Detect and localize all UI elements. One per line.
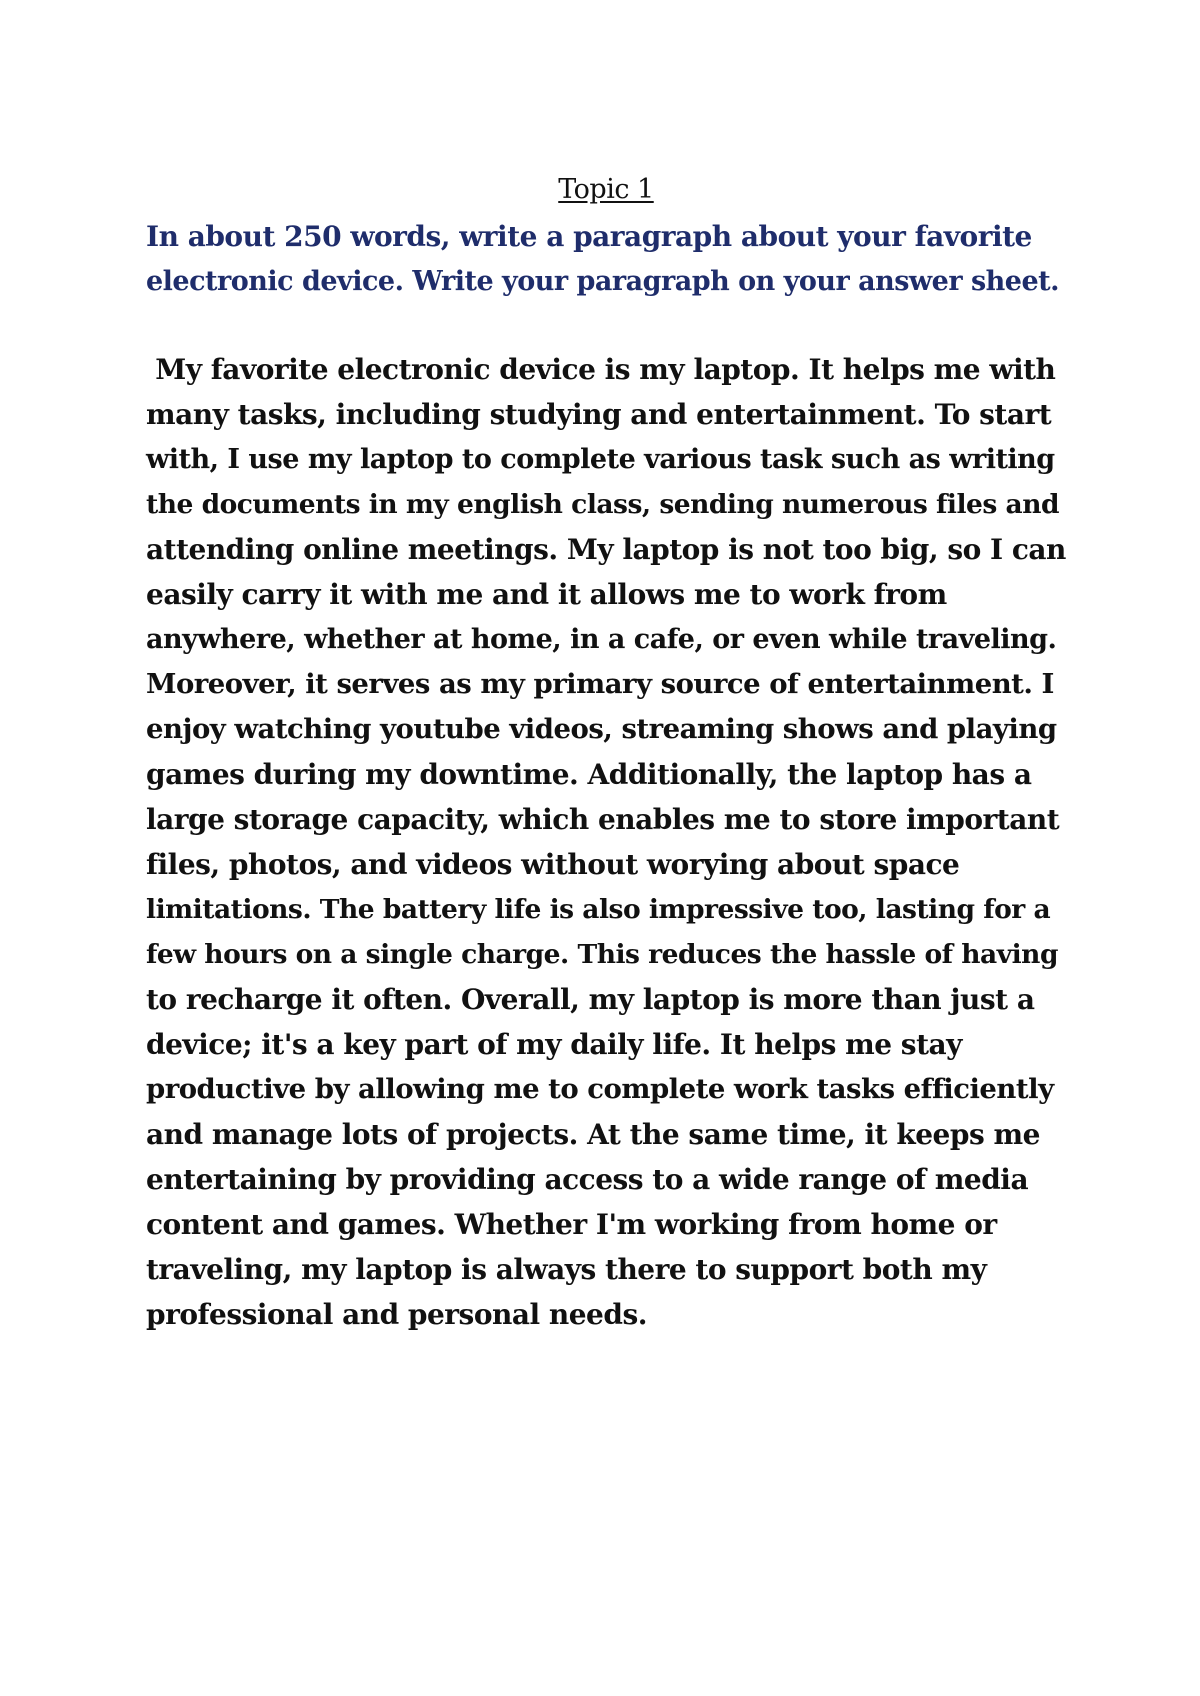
topic-title: Topic 1 [558, 174, 654, 205]
essay-line: to recharge it often. Overall, my laptop is more than just a [146, 983, 1035, 1016]
essay-line: limitations. The battery life is also impressive too, lasting for a [146, 894, 1051, 925]
prompt-line: In about 250 words, write a paragraph about your favorite [146, 220, 1032, 253]
prompt-line: electronic device. Write your paragraph on your answer sheet. [146, 266, 1060, 297]
essay-line: large storage capacity, which enables me to store important [146, 803, 1060, 836]
essay-line: content and games. Whether I'm working from home or [146, 1208, 997, 1241]
essay-line: many tasks, including studying and entertainment. To start [146, 398, 1052, 431]
essay-line: few hours on a single charge. This reduces the hassle of having [146, 939, 1058, 970]
essay-line: professional and personal needs. [146, 1298, 647, 1331]
essay-line: enjoy watching youtube videos, streaming shows and playing [146, 713, 1057, 745]
document-content [146, 170, 1066, 1337]
essay-line: My favorite electronic device is my laptop. It helps me with [146, 353, 1056, 386]
essay-line: Moreover, it serves as my primary source of entertainment. I [146, 668, 1054, 700]
essay-paragraph [146, 347, 1066, 1337]
essay-line: anywhere, whether at home, in a cafe, or even while traveling. [146, 624, 1057, 655]
essay-line: games during my downtime. Additionally, the laptop has a [146, 758, 1032, 791]
essay-line: attending online meetings. My laptop is not too big, so I can [146, 533, 1066, 566]
essay-line: entertaining by providing access to a wide range of media [146, 1163, 1029, 1196]
essay-line: the documents in my english class, sending numerous files and [146, 489, 1059, 520]
essay-line: files, photos, and videos without worying about space [146, 848, 960, 881]
essay-line: device; it's a key part of my daily life. It helps me stay [146, 1028, 962, 1061]
essay-line: productive by allowing me to complete work tasks efficiently [146, 1073, 1054, 1105]
essay-line: traveling, my laptop is always there to support both my [146, 1253, 987, 1286]
writing-prompt [146, 214, 1066, 304]
essay-line: with, I use my laptop to complete various task such as writing [146, 444, 1055, 475]
essay-line: easily carry it with me and it allows me to work from [146, 578, 947, 611]
essay-line: and manage lots of projects. At the same time, it keeps me [146, 1118, 1040, 1151]
